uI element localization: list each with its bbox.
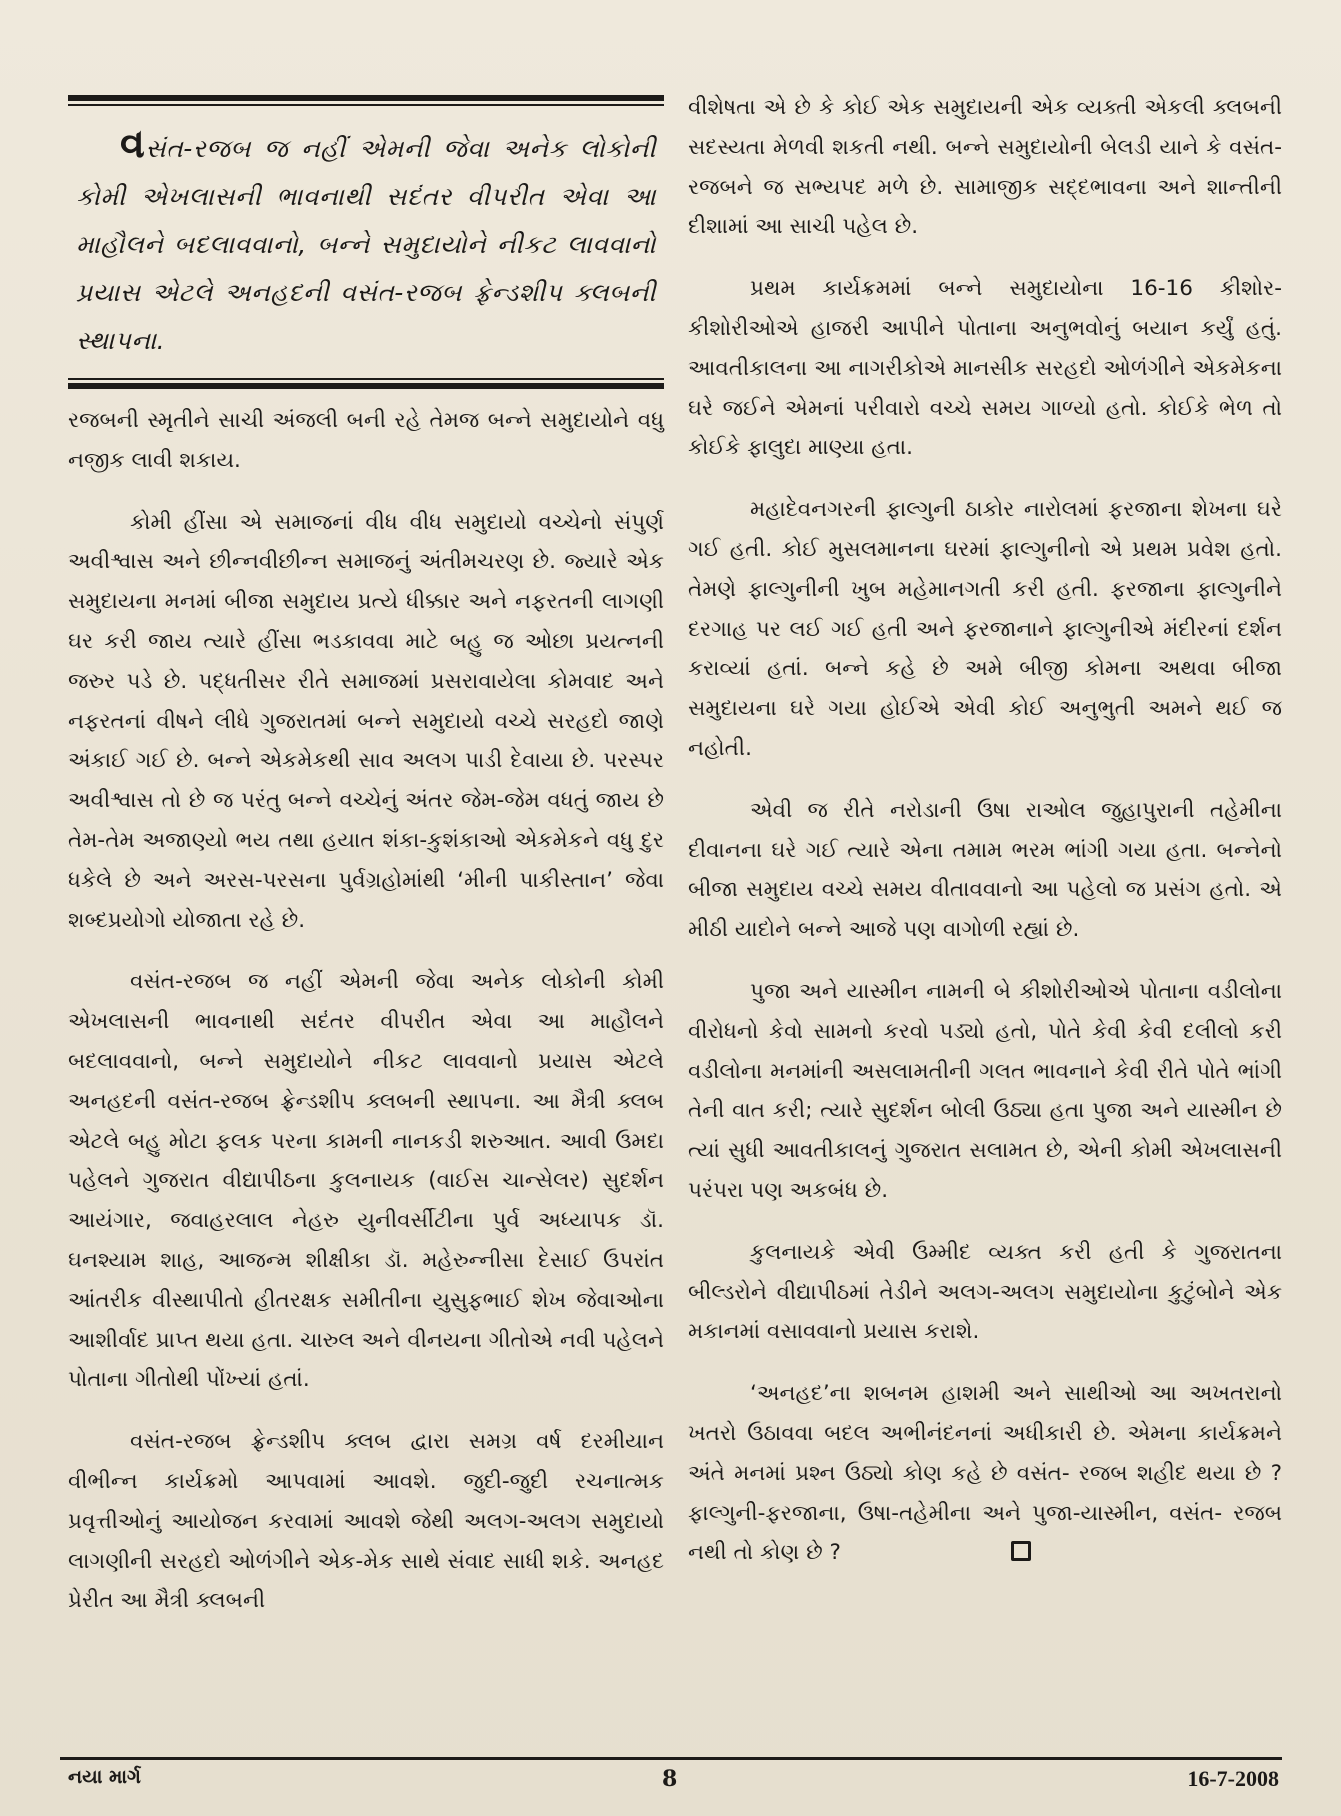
drop-cap: વ: [120, 121, 146, 167]
footer-date: 16-7-2008: [1187, 1766, 1279, 1791]
paragraph: [688, 1374, 1282, 1573]
paragraph: વીશેષતા એ છે કે કોઈ એક સમુદાયની એક વ્યક્તી એકલી ક્લબની સદસ્યતા મેળવી શકતી નથી. બન્ને સમુદાયોની બેલડી યાને કે વસંત-રજબને જ સભ્યપદ મળે છે. સામાજીક સદ્દભાવના અને શાન્તીની દીશામાં આ સાચી પહેલ છે.: [688, 95, 1282, 240]
paragraph: રજબની સ્મૃતીને સાચી અંજલી બની રહે તેમજ બન્ને સમુદાયોને વધુ નજીક લાવી શકાય.: [68, 408, 664, 473]
pull-quote: [68, 106, 664, 375]
footer-publication-name: નયા માર્ગ: [68, 1766, 141, 1788]
footer-page-number: 8: [662, 1766, 678, 1792]
paragraph: એવી જ રીતે નરોડાની ઉષા રાઓલ જુહાપુરાની તહેમીના દીવાનના ઘરે ગઈ ત્યારે એના તમામ ભરમ ભાંગી ગયા હતા. બન્નેનો બીજા સમુદાય વચ્ચે સમય વીતાવવાનો આ પહેલો જ પ્રસંગ હતો. એ મીઠી યાદોને બન્ને આજે પણ વાગોળી રહ્યાં છે.: [688, 797, 1282, 943]
end-of-article-mark: [1011, 1541, 1031, 1561]
pull-quote-bottom-rule-thin: [68, 378, 664, 380]
pull-quote-top-rule: [68, 95, 664, 101]
footer-rule: [60, 1757, 1282, 1760]
pull-quote-text: સંત-રજબ જ નહીં એમની જેવા અનેક લોકોની કોમી એખલાસની ભાવનાથી સદંતર વીપરીત એવા આ માહૌલને બદલાવવાનો, બન્ને સમુદાયોને નીકટ લાવવાનો પ્રયાસ એટલે અનહદની વસંત-રજબ ફ્રેન્ડશીપ ક્લબની સ્થાપના.: [76, 134, 656, 355]
pull-quote-bottom-rule: [68, 383, 664, 389]
right-column: [688, 88, 1282, 1595]
paragraph: વસંત-રજબ જ નહીં એમની જેવા અનેક લોકોની કોમી એખલાસની ભાવનાથી સદંતર વીપરીત એવા આ માહૌલને બદલાવવાનો, બન્ને સમુદાયોને નીકટ લાવવાનો પ્રયાસ એટલે અનહદની વસંત-રજબ ફ્રેન્ડશીપ ક્લબની સ્થાપના. આ મૈત્રી ક્લબ એટલે બહુ મોટા ફલક પરના કામની નાનકડી શરુઆત. આવી ઉમદા પહેલને ગુજરાત વીદ્યાપીઠના કુલનાયક (વાઈસ ચાન્સેલર) સુદર્શન આયંગાર, જવાહરલાલ નેહરુ યુનીવર્સીટીના પુર્વ અધ્યાપક ડૉ. ઘનશ્યામ શાહ, આજન્મ શીક્ષીકા ડૉ. મહેરુન્નીસા દેસાઈ ઉપરાંત આંતરીક વીસ્થાપીતો હીતરક્ષક સમીતીના યુસુફભાઈ શેખ જેવાઓના આશીર્વાદ પ્રાપ્ત થયા હતા. ચારુલ અને વીનયના ગીતોએ નવી પહેલને પોતાના ગીતોથી પોંખ્યાં હતાં.: [68, 969, 664, 1393]
left-column: [68, 95, 664, 1643]
paragraph: વસંત-રજબ ફ્રેન્ડશીપ ક્લબ દ્વારા સમગ્ર વર્ષ દરમીયાન વીભીન્ન કાર્યક્રમો આપવામાં આવશે. જુદી-જુદી રચનાત્મક પ્રવૃત્તીઓનું આયોજન કરવામાં આવશે જેથી અલગ-અલગ સમુદાયો લાગણીની સરહદો ઓળંગીને એક-મેક સાથે સંવાદ સાધી શકે. અનહદ પ્રેરીત આ મૈત્રી ક્લબની: [68, 1429, 664, 1614]
paragraph: કોમી હીંસા એ સમાજનાં વીધ વીધ સમુદાયો વચ્ચેનો સંપુર્ણ અવીશ્વાસ અને છીન્નવીછીન્ન સમાજનું અંતીમચરણ છે. જ્યારે એક સમુદાયના મનમાં બીજા સમુદાય પ્રત્યે ધીક્કાર અને નફરતની લાગણી ઘર કરી જાય ત્યારે હીંસા ભડકાવવા માટે બહુ જ ઓછા પ્રયત્નની જરુર પડે છે. પદ્ધતીસર રીતે સમાજમાં પ્રસરાવાયેલા કોમવાદ અને નફરતનાં વીષને લીધે ગુજરાતમાં બન્ને સમુદાયો વચ્ચે સરહદો જાણે અંકાઈ ગઈ છે. બન્ને એકમેકથી સાવ અલગ પાડી દેવાયા છે. પરસ્પર અવીશ્વાસ તો છે જ પરંતુ બન્ને વચ્ચેનું અંતર જેમ-જેમ વધતું જાય છે તેમ-તેમ અજાણ્યો ભય તથા હયાત શંકા-કુશંકાઓ એકમેકને વધુ દુર ધકેલે છે અને અરસ-પરસના પુર્વગ્રહોમાંથી ‘મીની પાકીસ્તાન’ જેવા શબ્દપ્રયોગો યોજાતા રહે છે.: [68, 509, 664, 933]
final-paragraph-text: ‘અનહદ’ના શબનમ હાશમી અને સાથીઓ આ અખતરાનો ખતરો ઉઠાવવા બદલ અભીનંદનનાં અધીકારી છે. એમના કાર્યક્રમને અંતે મનમાં પ્રશ્ન ઉઠ્યો કોણ કહે છે વસંત- રજબ શહીદ થયા છે ? ફાલ્ગુની-ફરજાના, ઉષા-તહેમીના અને પુજા-યાસ્મીન, વસંત- રજબ નથી તો કોણ છે ?: [688, 1381, 1282, 1566]
paragraph: પ્રથમ કાર્યક્રમમાં બન્ને સમુદાયોના 16-16 કીશોર-કીશોરીઓએ હાજરી આપીને પોતાના અનુભવોનું બયાન કર્યું હતું. આવતીકાલના આ નાગરીકોએ માનસીક સરહદો ઓળંગીને એકમેકના ઘરે જઈને એમનાં પરીવારો વચ્ચે સમય ગાળ્યો હતો. કોઈકે ભેળ તો કોઈકે ફાલુદા માણ્યા હતા.: [688, 276, 1282, 461]
paragraph: કુલનાયકે એવી ઉમ્મીદ વ્યક્ત કરી હતી કે ગુજરાતના બીલ્ડરોને વીદ્યાપીઠમાં તેડીને અલગ-અલગ સમુદાયોના કુટુંબોને એક મકાનમાં વસાવવાનો પ્રયાસ કરાશે.: [688, 1239, 1282, 1345]
paragraph: પુજા અને યાસ્મીન નામની બે કીશોરીઓએ પોતાના વડીલોના વીરોધનો કેવો સામનો કરવો પડ્યો હતો, પોતે કેવી કેવી દલીલો કરી વડીલોના મનમાંની અસલામતીની ગલત ભાવનાને કેવી રીતે પોતે ભાંગી તેની વાત કરી; ત્યારે સુદર્શન બોલી ઉઠ્યા હતા પુજા અને યાસ્મીન છે ત્યાં સુધી આવતીકાલનું ગુજરાત સલામત છે, એની કોમી એખલાસની પરંપરા પણ અકબંધ છે.: [688, 978, 1282, 1203]
paragraph: મહાદેવનગરની ફાલ્ગુની ઠાકોર નારોલમાં ફરજાના શેખના ઘરે ગઈ હતી. કોઈ મુસલમાનના ઘરમાં ફાલ્ગુનીનો એ પ્રથમ પ્રવેશ હતો. તેમણે ફાલ્ગુનીની ખુબ મહેમાનગતી કરી હતી. ફરજાના ફાલ્ગુનીને દરગાહ પર લઈ ગઈ હતી અને ફરજાનાને ફાલ્ગુનીએ મંદીરનાં દર્શન કરાવ્યાં હતાં. બન્ને કહે છે અમે બીજી કોમના અથવા બીજા સમુદાયના ઘરે ગયા હોઈએ એવી કોઈ અનુભુતી અમને થઈ જ નહોતી.: [688, 497, 1282, 761]
